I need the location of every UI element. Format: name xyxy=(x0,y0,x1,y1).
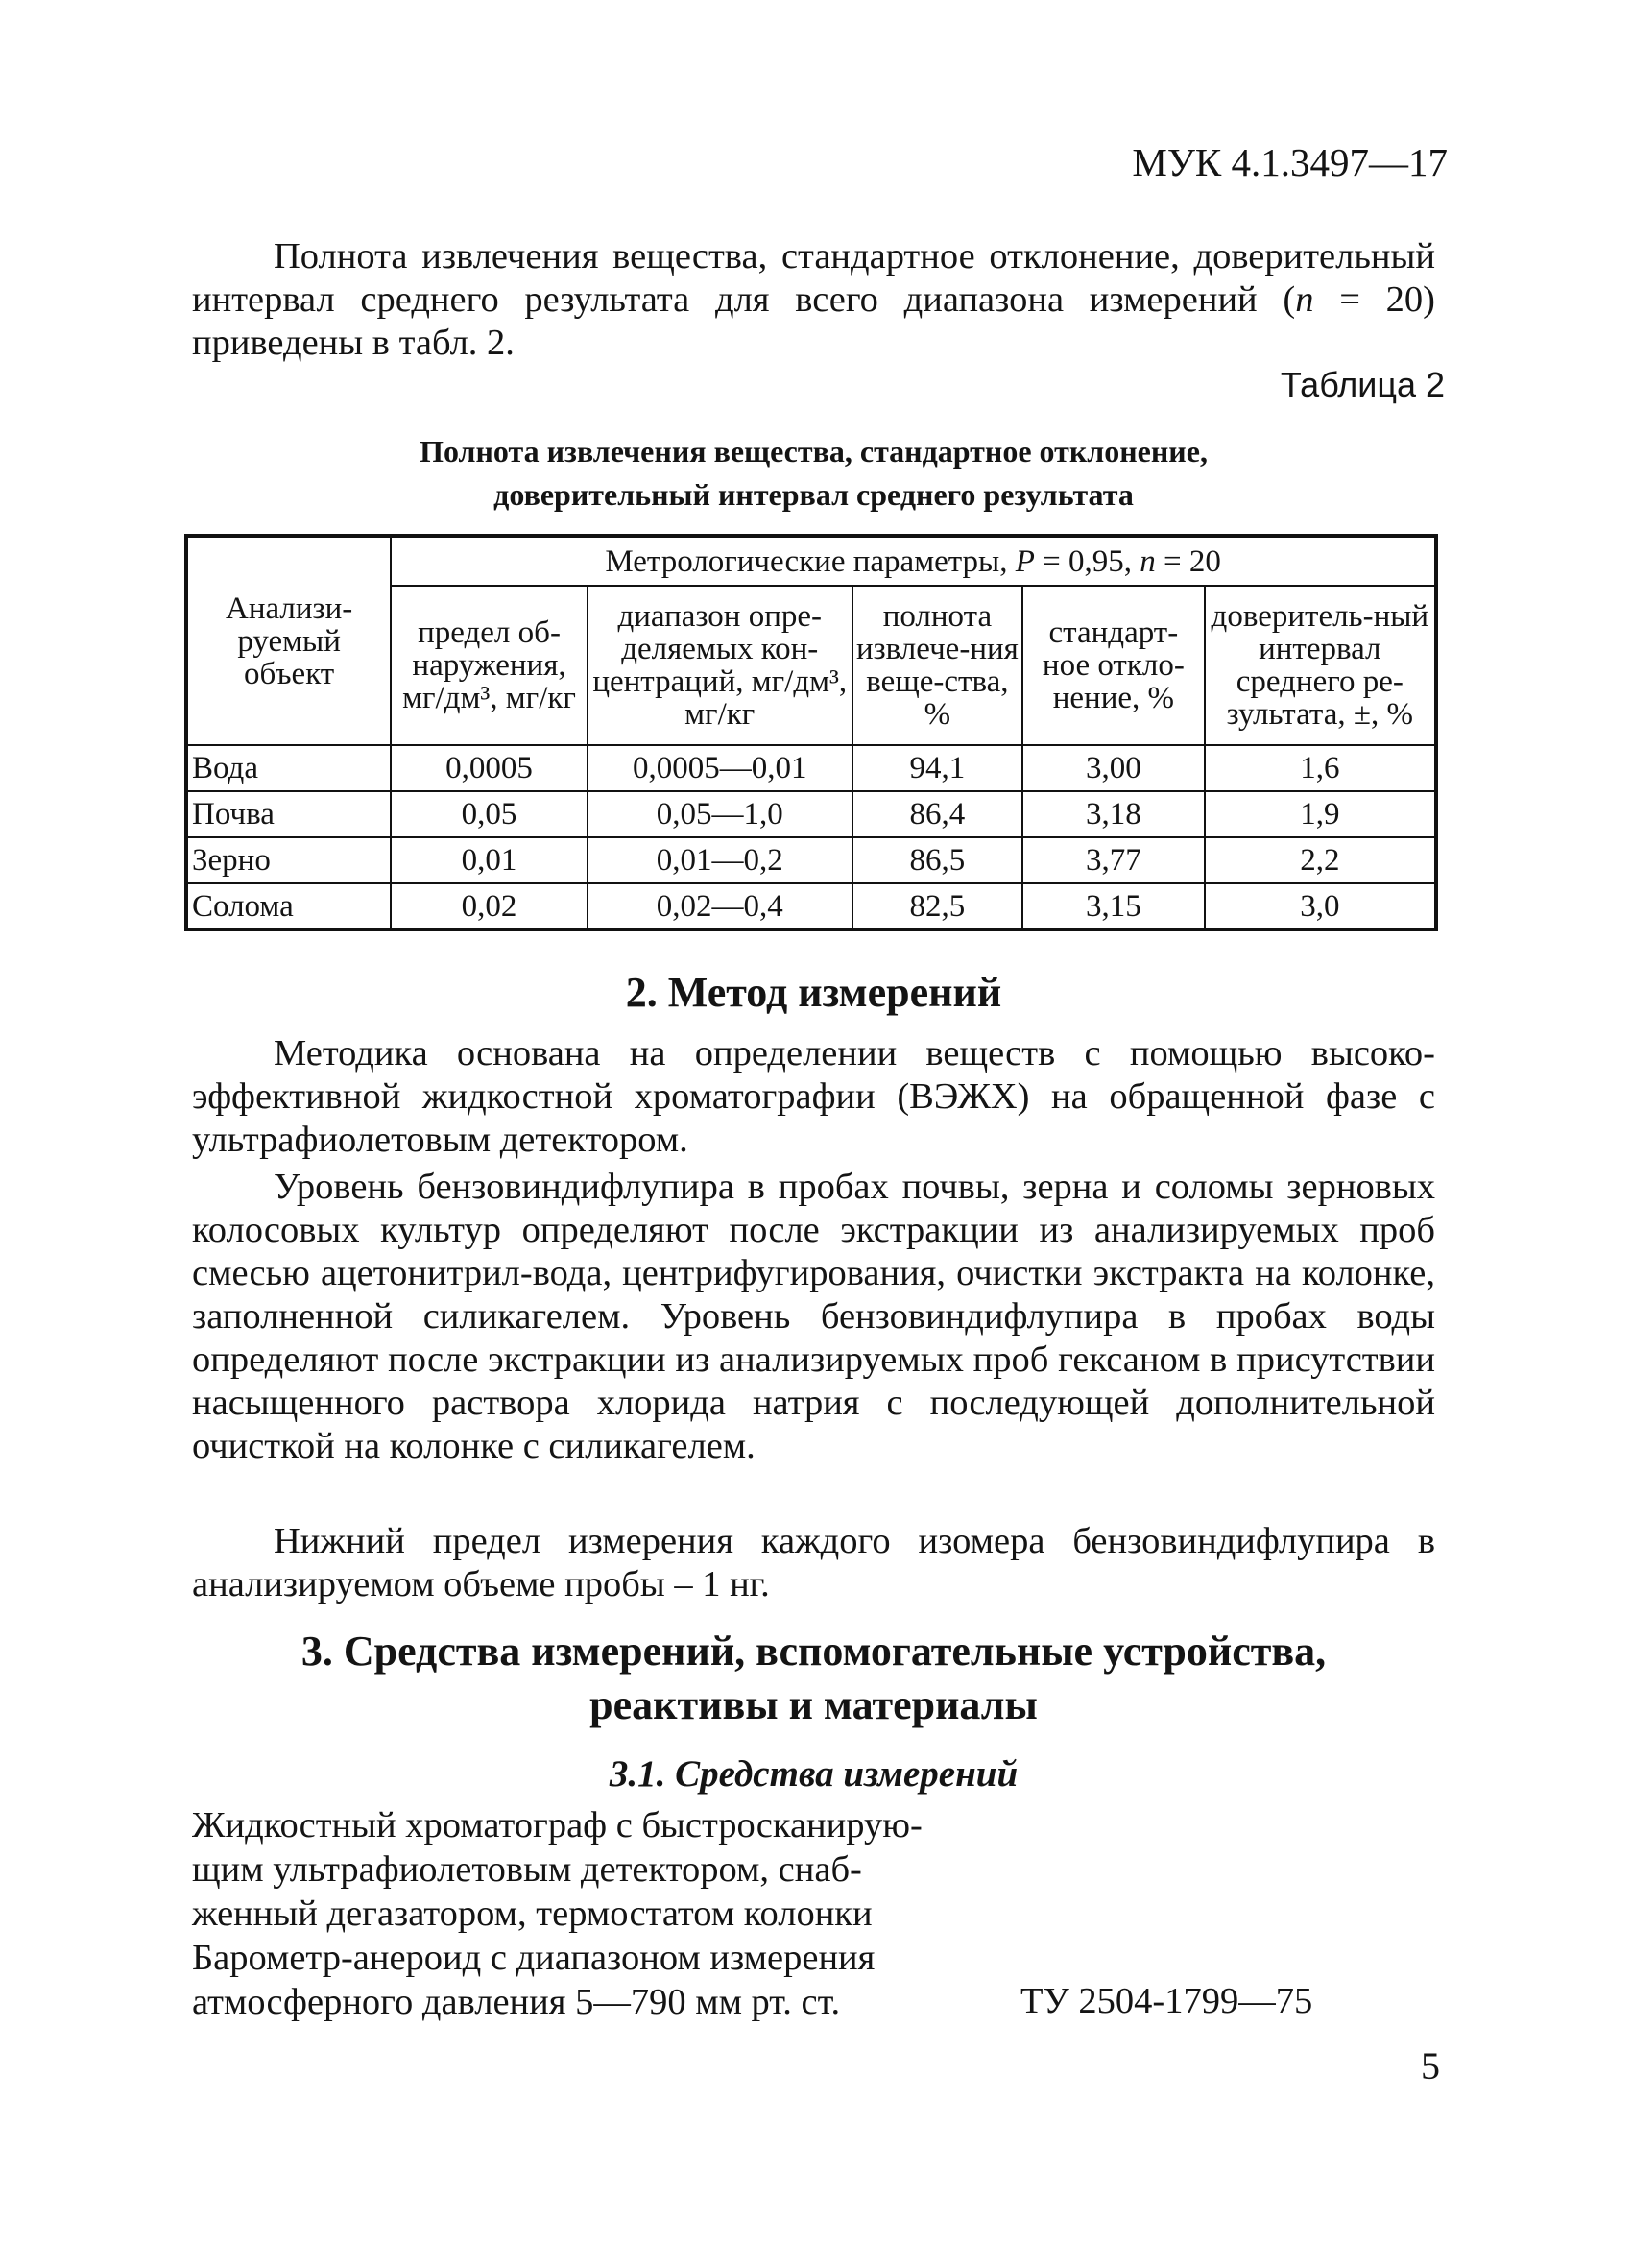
n-symbol: n xyxy=(1295,279,1314,320)
cell-range: 0,05—1,0 xyxy=(588,791,852,837)
metrology-table xyxy=(184,534,1438,931)
section-3-title xyxy=(192,1625,1435,1732)
column-header-object: Анализи-руемый объект xyxy=(186,536,391,745)
equipment-spec-barometer: ТУ 2504-1799—75 xyxy=(1020,1981,1313,2021)
cell-recovery: 86,4 xyxy=(852,791,1022,837)
cell-range: 0,02—0,4 xyxy=(588,883,852,929)
table-label: Таблица 2 xyxy=(1280,365,1445,404)
column-header-std: стандарт-ное откло-нение, % xyxy=(1022,586,1205,745)
cell-object: Почва xyxy=(186,791,391,837)
cell-object: Вода xyxy=(186,745,391,791)
subsection-3-1-title: 3.1. Средства измерений xyxy=(609,1753,1019,1795)
cell-range: 0,0005—0,01 xyxy=(588,745,852,791)
cell-range: 0,01—0,2 xyxy=(588,837,852,883)
cell-detection: 0,02 xyxy=(391,883,588,929)
section-2-paragraph-2: Уровень бензовиндифлупира в пробах почвы, зерна и соломы зерновых колосовых культур определяют после экстракции из анализируемых проб смесью ацетонитрил-вода, центрифугирования, очистки экстракта на колонке, заполненной силикагелем. Уровень бензовиндифлупира в пробах воды определяют после экстракции из анализируемых проб гексаном в присутствии насыщенного раствора хлорида натрия с последующей дополнительной очисткой на колонке с силикагелем. xyxy=(192,1167,1435,1466)
p-symbol: P xyxy=(1015,543,1035,579)
p-value: = 0,95, xyxy=(1034,543,1133,579)
cell-recovery: 86,5 xyxy=(852,837,1022,883)
cell-detection: 0,05 xyxy=(391,791,588,837)
cell-recovery: 94,1 xyxy=(852,745,1022,791)
table-header-row xyxy=(186,536,1436,586)
column-header-range: диапазон опре-деляемых кон-центраций, мг/дм³, мг/кг xyxy=(588,586,852,745)
intro-paragraph xyxy=(192,235,1435,365)
cell-ci: 3,0 xyxy=(1205,883,1436,929)
equipment-item-barometer: Барометр-анероид с диапазоном измерения атмосферного давления 5—790 мм рт. ст. xyxy=(192,1938,876,2022)
section-2-paragraph-3: Нижний предел измерения каждого изомера бензовиндифлупира в анализируемом объеме пробы – 1 нг. xyxy=(192,1521,1435,1604)
cell-ci: 1,9 xyxy=(1205,791,1436,837)
cell-object: Солома xyxy=(186,883,391,929)
document-code: МУК 4.1.3497—17 xyxy=(1132,140,1448,184)
cell-recovery: 82,5 xyxy=(852,883,1022,929)
cell-object: Зерно xyxy=(186,837,391,883)
intro-text-2: = 20) приведены в табл. 2. xyxy=(192,279,1435,363)
table-title-line-2: доверительный интервал среднего результата xyxy=(493,477,1134,512)
cell-ci: 1,6 xyxy=(1205,745,1436,791)
equipment-item-chromatograph: Жидкостный хроматограф с быстросканирующим ультрафиолетовым детектором, снабженный дегазатором, термостатом колонки xyxy=(192,1805,923,1934)
section-3-title-line-2: реактивы и материалы xyxy=(589,1681,1038,1728)
table-row xyxy=(186,745,1436,791)
column-header-recovery: полнота извлече-ния веще-ства, % xyxy=(852,586,1022,745)
cell-std: 3,00 xyxy=(1022,745,1205,791)
cell-std: 3,15 xyxy=(1022,883,1205,929)
section-3-title-line-1: 3. Средства измерений, вспомогательные устройства, xyxy=(300,1628,1327,1675)
page-number: 5 xyxy=(1421,2044,1440,2087)
column-header-detection: предел об-наружения, мг/дм³, мг/кг xyxy=(391,586,588,745)
column-group-header xyxy=(391,536,1436,586)
n-symbol-table: n xyxy=(1140,543,1156,579)
group-header-text: Метрологические параметры, xyxy=(605,543,1008,579)
section-2-title: 2. Метод измерений xyxy=(625,969,1002,1016)
intro-text-1: Полнота извлечения вещества, стандартное отклонение, доверительный интервал среднего результата для всего диапазона измерений ( xyxy=(192,236,1435,320)
table-row xyxy=(186,883,1436,929)
table-title-line-1: Полнота извлечения вещества, стандартное отклонение, xyxy=(420,434,1208,469)
cell-ci: 2,2 xyxy=(1205,837,1436,883)
cell-detection: 0,0005 xyxy=(391,745,588,791)
n-value: = 20 xyxy=(1155,543,1221,579)
section-2-paragraph-1: Методика основана на определении веществ с помощью высокоэффективной жидкостной хроматографии (ВЭЖХ) на обращенной фазе с ультрафиолетовым детектором. xyxy=(192,1033,1435,1160)
column-header-ci: доверитель-ный интервал среднего ре-зультата, ±, % xyxy=(1205,586,1436,745)
table-title xyxy=(192,430,1435,517)
cell-detection: 0,01 xyxy=(391,837,588,883)
cell-std: 3,18 xyxy=(1022,791,1205,837)
cell-std: 3,77 xyxy=(1022,837,1205,883)
table-row xyxy=(186,791,1436,837)
table-row xyxy=(186,837,1436,883)
